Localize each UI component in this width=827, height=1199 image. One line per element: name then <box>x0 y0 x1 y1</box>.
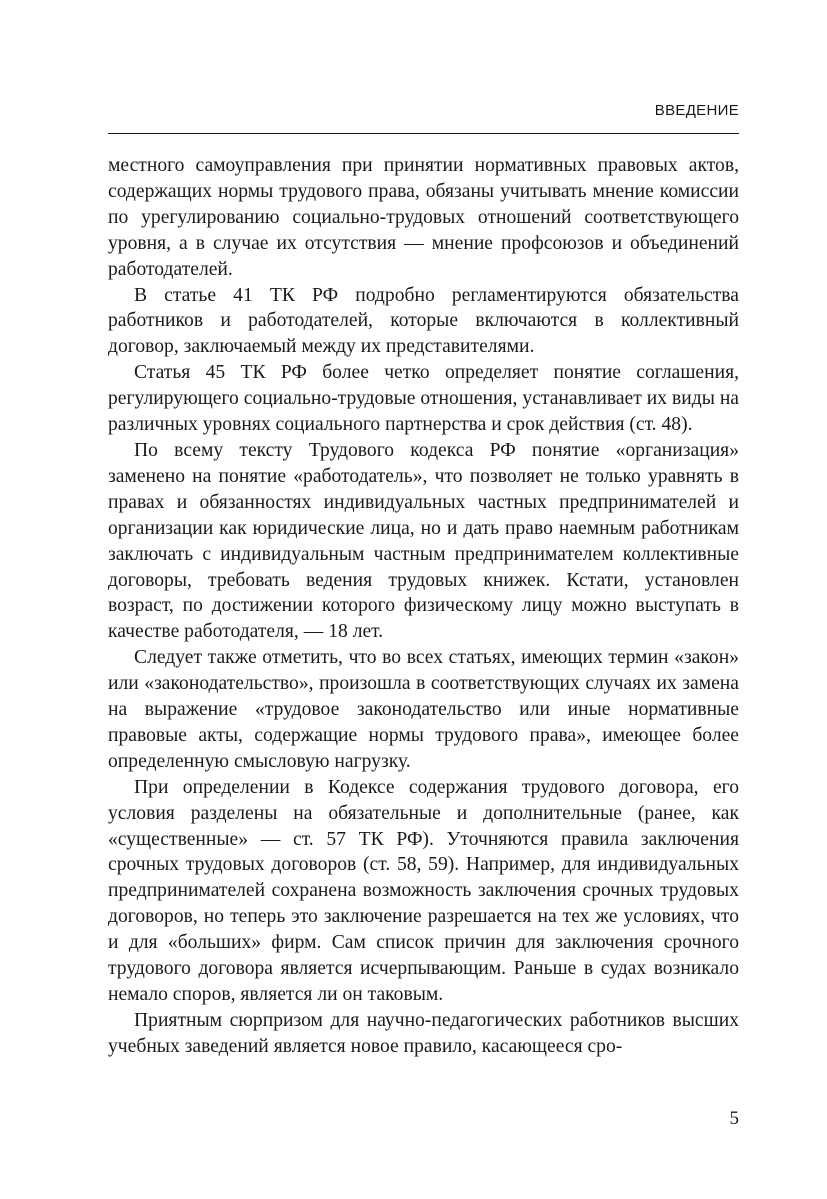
running-header: ВВЕДЕНИЕ <box>654 102 739 119</box>
paragraph-continuation: местного самоуправления при принятии нормативных правовых актов, содержащих нормы трудового права, обязаны учитывать мнение комиссии по урегулированию социально-трудовых отношений соответствующего уровня, а в случае их отсутствия — мнение профсоюзов и объединений работодателей. <box>108 155 739 280</box>
page-body <box>108 153 739 1060</box>
paragraph: Приятным сюрпризом для научно-педагогических работников высших учебных заведений является новое правило, касающееся сро- <box>108 1009 739 1057</box>
paragraph: В статье 41 ТК РФ подробно регламентируются обязательства работников и работодателей, которые включаются в коллективный договор, заключаемый между их представителями. <box>108 284 739 358</box>
header-rule <box>108 133 739 134</box>
paragraph: По всему тексту Трудового кодекса РФ понятие «организация» заменено на понятие «работодатель», что позволяет не только уравнять в правах и обязанностях индивидуальных частных предпринимателей и организации как юридические лица, но и дать право наемным работникам заключать с индивидуальным частным предпринимателем коллективные договоры, требовать ведения трудовых книжек. Кстати, установлен возраст, по достижении которого физическому лицу можно выступать в качестве работодателя, — 18 лет. <box>108 439 739 643</box>
paragraph: Следует также отметить, что во всех статьях, имеющих термин «закон» или «законодательство», произошла в соответствующих случаях их замена на выражение «трудовое законодательство или иные нормативные правовые акты, содержащие нормы трудового права», имеющее более определенную смысловую нагрузку. <box>108 647 739 772</box>
paragraph: Статья 45 ТК РФ более четко определяет понятие соглашения, регулирующего социально-трудовые отношения, устанавливает их виды на различных уровнях социального партнерства и срок действия (ст. 48). <box>108 362 739 436</box>
paragraph: При определении в Кодексе содержания трудового договора, его условия разделены на обязательные и дополнительные (ранее, как «существенные» — ст. 57 ТК РФ). Уточняются правила заключения срочных трудовых договоров (ст. 58, 59). Например, для индивидуальных предпринимателей сохранена возможность заключения срочных трудовых договоров, но теперь это заключение разрешается на тех же условиях, что и для «больших» фирм. Сам список причин для заключения срочного трудового договора является исчерпывающим. Раньше в судах возникало немало споров, является ли он таковым. <box>108 776 739 1005</box>
page-number: 5 <box>729 1108 739 1129</box>
